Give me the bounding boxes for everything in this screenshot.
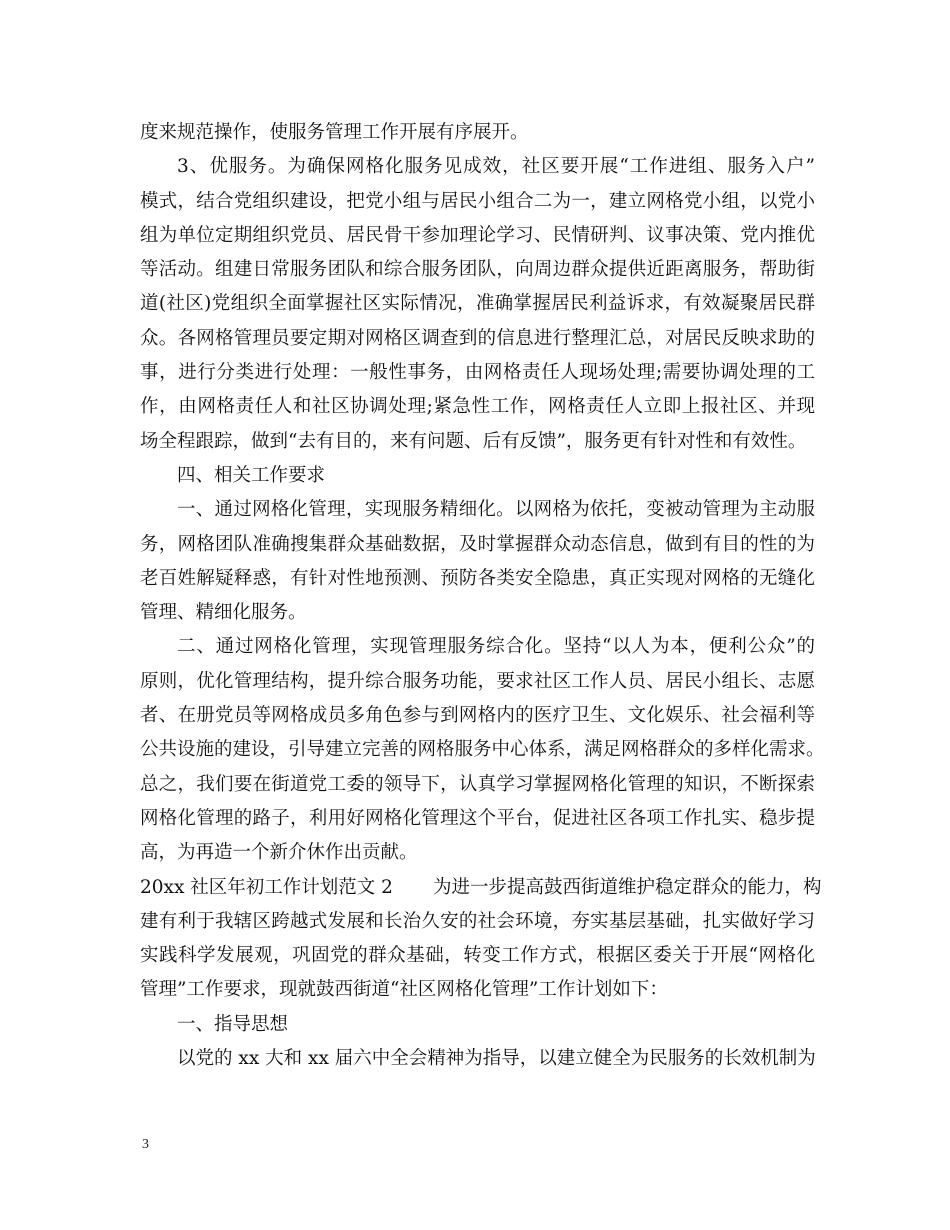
text-line: 务，网格团队准确搜集群众基础数据，及时掌握群众动态信息，做到有目的性的为 [140, 533, 815, 555]
line-tail: 为进一步提高鼓西街道维护稳定群众的能力，构 [432, 876, 822, 898]
text-line: 作，由网格责任人和社区协调处理;紧急性工作，网格责任人立即上报社区、并现 [140, 396, 815, 418]
text-line: 者、在册党员等网格成员多角色参与到网格内的医疗卫生、文化娱乐、社会福利等 [140, 705, 815, 727]
text-line: 场全程跟踪，做到“去有目的，来有问题、后有反馈”，服务更有针对性和有效性。 [140, 430, 807, 452]
text-line: 网格化管理的路子，利用好网格化管理这个平台，促进社区各项工作扎实、稳步提 [140, 807, 815, 829]
text-line: 公共设施的建设，引导建立完善的网格服务中心体系，满足网格群众的多样化需求。 [140, 739, 825, 761]
text-line: 等活动。组建日常服务团队和综合服务团队，向周边群众提供近距离服务，帮助街 [140, 259, 815, 281]
text-line: 模式，结合党组织建设，把党小组与居民小组合二为一，建立网格党小组，以党小 [140, 190, 815, 212]
text-line: 事，进行分类进行处理：一般性事务，由网格责任人现场处理;需要协调处理的工 [140, 362, 815, 384]
text-line: 四、相关工作要求 [177, 464, 326, 486]
text-line: 组为单位定期组织党员、居民骨干参加理论学习、民情研判、议事决策、党内推优 [140, 224, 815, 246]
section-heading: 20xx 社区年初工作计划范文 2 [140, 876, 393, 898]
text-line: 原则，优化管理结构，提升综合服务功能，要求社区工作人员、居民小组长、志愿 [140, 670, 815, 692]
text-line: 度来规范操作，使服务管理工作开展有序展开。 [140, 122, 529, 143]
text-line: 3、优服务。为确保网格化服务见成效，社区要开展“工作进组、服务入户” [177, 156, 815, 178]
text-line: 总之，我们要在街道党工委的领导下，认真学习掌握网格化管理的知识，不断探索 [140, 773, 815, 795]
text-line: 管理、精细化服务。 [140, 602, 307, 624]
text-line: 二、通过网格化管理，实现管理服务综合化。坚持“以人为本，便利公众”的 [177, 636, 815, 658]
text-line: 以党的 xx 大和 xx 届六中全会精神为指导，以建立健全为民服务的长效机制为 [177, 1048, 816, 1070]
text-line: 一、指导思想 [177, 1013, 289, 1035]
page-number: 3 [142, 1137, 149, 1152]
text-line: 实践科学发展观，巩固党的群众基础，转变工作方式，根据区委关于开展“网格化 [140, 945, 815, 967]
document-body [140, 116, 825, 1076]
text-line: 管理”工作要求，现就鼓西街道“社区网格化管理”工作计划如下： [140, 979, 668, 1001]
text-line [140, 871, 822, 905]
text-line: 建有利于我辖区跨越式发展和长治久安的社会环境，夯实基层基础，扎实做好学习 [140, 910, 815, 932]
text-line: 老百姓解疑释惑，有针对性地预测、预防各类安全隐患，真正实现对网格的无缝化 [140, 567, 815, 589]
text-line: 道(社区)党组织全面掌握社区实际情况，准确掌握居民利益诉求，有效凝聚居民群 [140, 293, 815, 315]
text-line: 一、通过网格化管理，实现服务精细化。以网格为依托，变被动管理为主动服 [177, 499, 815, 521]
text-line: 众。各网格管理员要定期对网格区调查到的信息进行整理汇总，对居民反映求助的 [140, 327, 815, 349]
text-line: 高，为再造一个新介休作出贡献。 [140, 842, 418, 864]
